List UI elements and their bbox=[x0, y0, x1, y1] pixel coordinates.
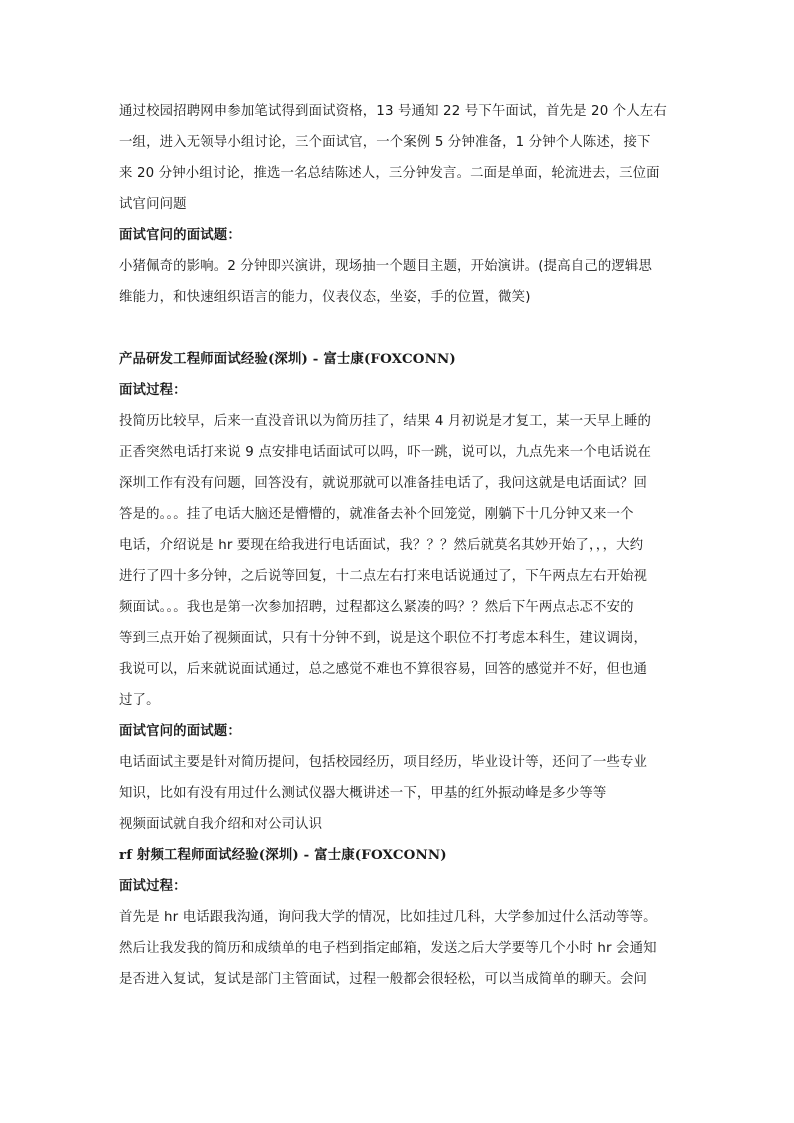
paragraph-line: 视频面试就自我介绍和对公司认识 bbox=[119, 817, 323, 832]
document-page bbox=[119, 96, 679, 995]
paragraph-line: 首先是 hr 电话跟我沟通，询问我大学的情况，比如挂过几科，大学参加过什么活动等等。 bbox=[119, 910, 657, 925]
paragraph-line: 电话，介绍说是 hr 要现在给我进行电话面试，我？？？然后就莫名其妙开始了，，，大约 bbox=[119, 538, 644, 553]
paragraph-line: 然后让我发我的简历和成绩单的电子档到指定邮箱，发送之后大学要等几个小时 hr 会通知 bbox=[119, 941, 657, 956]
paragraph-line: 是否进入复试，复试是部门主管面试，过程一般都会很轻松，可以当成简单的聊天。会问 bbox=[119, 972, 648, 987]
paragraph-line: 小猪佩奇的影响。2 分钟即兴演讲，现场抽一个题目主题，开始演讲。(提高自己的逻辑思 bbox=[119, 259, 652, 274]
section-heading: 面试过程： bbox=[119, 383, 187, 398]
blank-line bbox=[119, 313, 679, 344]
paragraph-line: 电话面试主要是针对简历提问，包括校园经历，项目经历，毕业设计等，还问了一些专业 bbox=[119, 755, 648, 770]
article-title: 产品研发工程师面试经验(深圳) - 富士康(FOXCONN) bbox=[119, 351, 456, 367]
section-heading: 面试官问的面试题： bbox=[119, 228, 241, 243]
article-title: rf 射频工程师面试经验(深圳) - 富士康(FOXCONN) bbox=[119, 847, 447, 863]
paragraph-line: 我说可以，后来就说面试通过，总之感觉不难也不算很容易，回答的感觉并不好，但也通 bbox=[119, 662, 648, 677]
paragraph-line: 投简历比较早，后来一直没音讯以为简历挂了，结果 4 月初说是才复工，某一天早上睡的 bbox=[119, 414, 652, 429]
paragraph-line: 知识，比如有没有用过什么测试仪器大概讲述一下，甲基的红外振动峰是多少等等 bbox=[119, 786, 607, 801]
paragraph-line: 深圳工作有没有问题，回答没有，就说那就可以准备挂电话了，我问这就是电话面试？回 bbox=[119, 476, 648, 491]
paragraph-line: 答是的。。。挂了电话大脑还是懵懵的，就准备去补个回笼觉，刚躺下十几分钟又来一个 bbox=[119, 507, 634, 522]
paragraph-line: 进行了四十多分钟，之后说等回复，十二点左右打来电话说通过了，下午两点左右开始视 bbox=[119, 569, 648, 584]
paragraph-line: 试官问问题 bbox=[119, 197, 187, 212]
section-heading: 面试官问的面试题： bbox=[119, 724, 241, 739]
paragraph-line: 通过校园招聘网申参加笔试得到面试资格，13 号通知 22 号下午面试，首先是 20 个人左右 bbox=[119, 104, 667, 119]
paragraph-line: 来 20 分钟小组讨论，推选一名总结陈述人，三分钟发言。二面是单面，轮流进去，三位面 bbox=[119, 166, 660, 181]
paragraph-line: 过了。 bbox=[119, 693, 160, 708]
paragraph-line: 频面试。。。我也是第一次参加招聘，过程都这么紧凑的吗？？然后下午两点忐忑不安的 bbox=[119, 600, 634, 615]
paragraph-line: 等到三点开始了视频面试，只有十分钟不到，说是这个职位不打考虑本科生，建议调岗， bbox=[119, 631, 648, 646]
paragraph-line: 正香突然电话打来说 9 点安排电话面试可以吗，吓一跳，说可以，九点先来一个电话说在 bbox=[119, 445, 652, 460]
paragraph-line: 一组，进入无领导小组讨论，三个面试官，一个案例 5 分钟准备，1 分钟个人陈述，接下 bbox=[119, 135, 651, 150]
section-heading: 面试过程： bbox=[119, 879, 187, 894]
paragraph-line: 维能力，和快速组织语言的能力，仪表仪态，坐姿，手的位置，微笑) bbox=[119, 290, 531, 305]
